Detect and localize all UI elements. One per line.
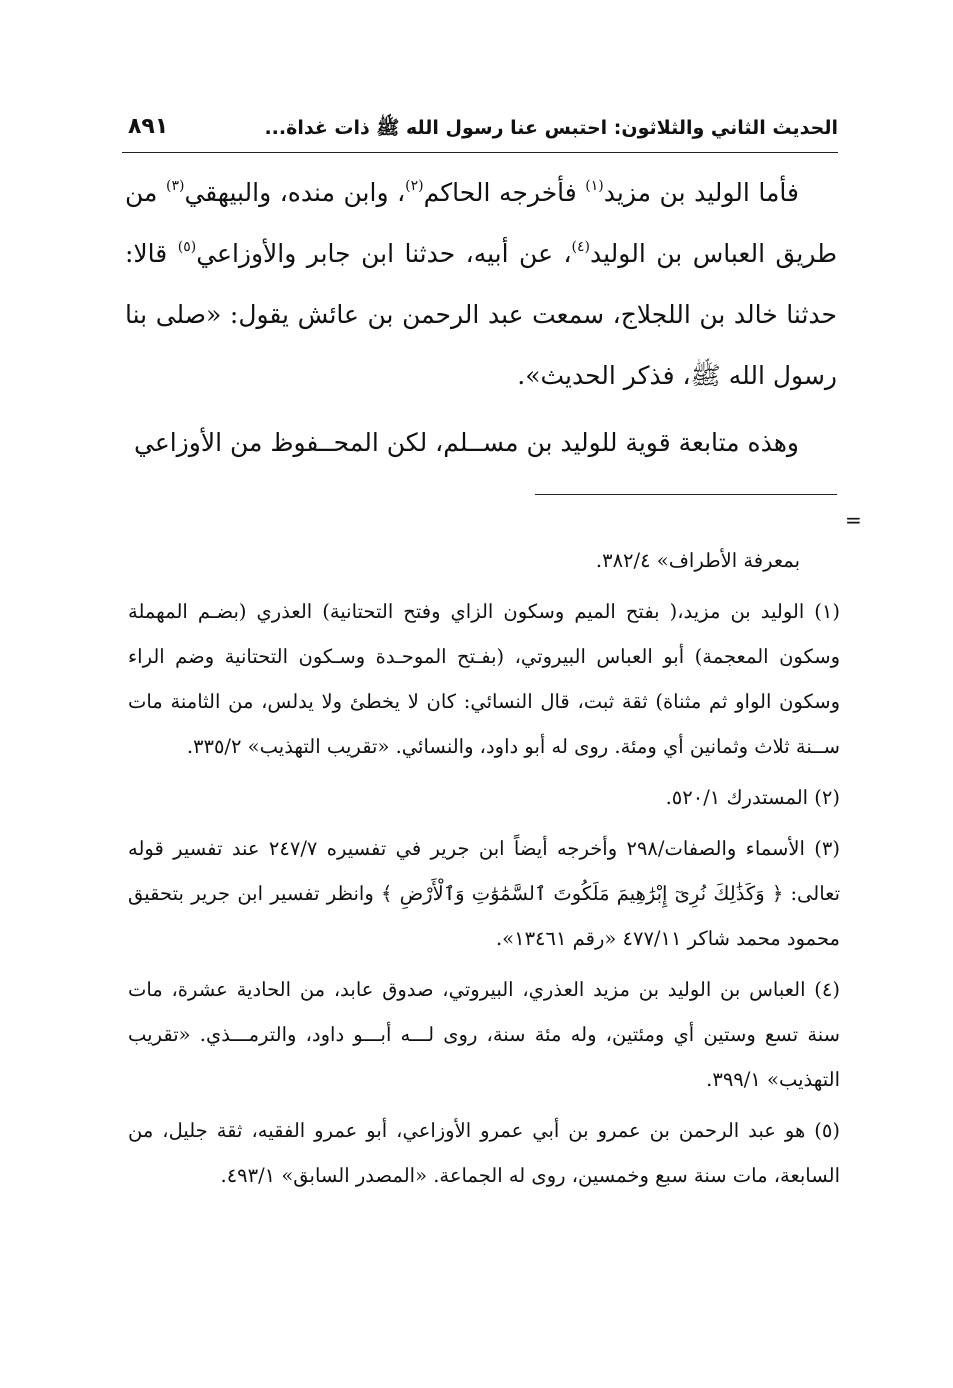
footnote-1 [128,589,840,769]
footnote-text: العباس بن الوليد بن مزيد العذري، البيروتي، صدوق عابد، من الحادية عشرة، مات سنة تسع وستين أي ومئتين، وله مئة سنة، روى لـــه أبـــو داود، والترمـــذي. «تقريب التهذيب» ٣٩٩/١. [128,978,840,1091]
footnote-number: (١) [814,600,840,623]
main-paragraph-1 [125,162,837,406]
footnote-2 [128,775,840,820]
footnote-ref-2[interactable]: (٢) [405,177,424,194]
footnotes [128,538,840,1204]
footnote-number: (٥) [814,1119,840,1142]
footnote-text: الوليد بن مزيد،( بفتح الميم وسكون الزاي وفتح التحتانية) العذري (بضـم المهملة وسكون المعجمة) أبو العباس البيروتي، (بفـتح الموحـدة وسـكون التحتانية وضم الراء وسكون الواو ثم مثناة) ثقة ثبت، قال النسائي: كان لا يخطئ ولا يدلس، من الثامنة مات ســنة ثلاث وثمانين أي ومئة. روى له أبو داود، والنسائي. «تقريب التهذيب» ٣٣٥/٢. [128,600,840,758]
text-span: ، عن أبيه، حدثنا ابن جابر والأوزاعي [196,239,572,268]
footnote-carryover: بمعرفة الأطراف» ٣٨٢/٤. [595,549,800,572]
footnote-number: (٣) [814,837,840,860]
footnote-number: (٤) [814,978,840,1001]
main-text [125,162,837,473]
footnote-ref-5[interactable]: (٥) [177,238,197,255]
page-number: ٨٩١ [128,114,169,139]
footnote-4 [128,967,840,1102]
running-header [122,112,838,152]
text-span: من طريق العباس بن الوليد [125,178,837,268]
footnote-number: (٢) [814,786,840,809]
footnote-text: الأسماء والصفات/٢٩٨ وأخرجه أيضاً ابن جرير في تفسيره ٢٤٧/٧ عند تفسير قوله تعالى: ﴿ وَكَذَٰلِكَ نُرِىٓ إِبْرَٰهِيمَ مَلَكُوتَ ٱلسَّمَٰوَٰتِ وَٱلْأَرْضِ ﴾ وانظر تفسير ابن جرير بتحقيق محمود محمد شاكر ٤٧٧/١١ «رقم ١٣٤٦١». [128,837,840,950]
text-span: فأما الوليد بن مزيد [603,178,799,207]
main-paragraph-2: وهذه متابعة قوية للوليد بن مســلم، لكن المحــفوظ من الأوزاعي [133,428,799,457]
footnote-ref-4[interactable]: (٤) [571,238,591,255]
header-rule [122,152,838,153]
text-span: ، وابن منده، والبيهقي [184,178,406,207]
footnote-5 [128,1108,840,1198]
header-title: الحديث الثاني والثلاثون: احتبس عنا رسول الله ﷺ ذات غداة... [264,117,838,139]
text-span: قالا: حدثنا خالد بن اللجلاج، سمعت عبد الرحمن بن عائش يقول: «صلى بنا رسول الله ﷺ، فذكر الحديث». [125,239,837,390]
footnote-text: هو عبد الرحمن بن عمرو بن أبي عمرو الأوزاعي، أبو عمرو الفقيه، ثقة جليل، من السابعة، مات سنة سبع وخمسين، روى له الجماعة. «المصدر السابق» ٤٩٣/١. [128,1119,840,1187]
footnote-separator [535,494,837,495]
footnote-ref-1[interactable]: (١) [585,177,604,194]
footnote-3 [128,826,840,961]
text-span: فأخرجه الحاكم [423,178,586,207]
footnote-ref-3[interactable]: (٣) [165,177,185,194]
footnote-text: المستدرك ٥٢٠/١. [665,786,809,809]
equals-mark: = [845,508,862,532]
